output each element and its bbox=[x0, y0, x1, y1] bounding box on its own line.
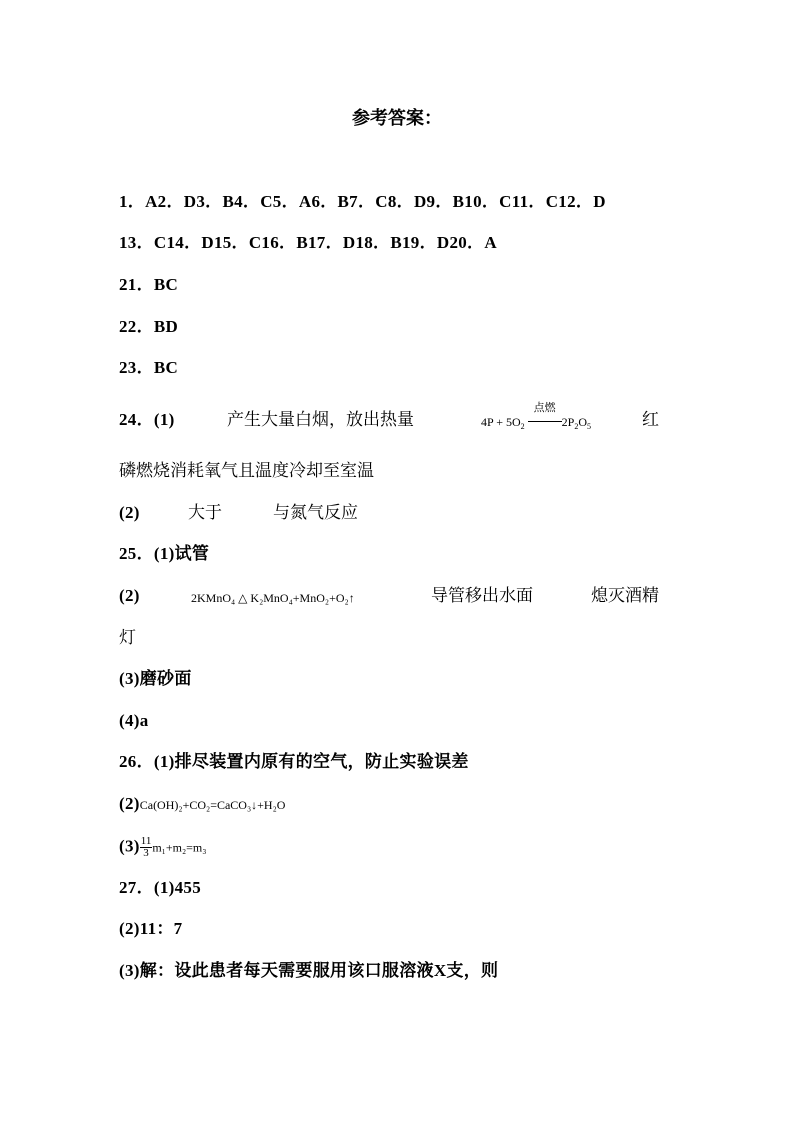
answer-24-1 bbox=[119, 402, 659, 431]
q24-trailing: 红 bbox=[642, 410, 659, 429]
q24-observation: 产生大量白烟，放出热量 bbox=[227, 410, 414, 429]
q24-eq-condition bbox=[528, 402, 562, 432]
answer-23: 23．BC bbox=[119, 358, 179, 377]
q24-eq-sub1: 2 bbox=[520, 422, 525, 431]
answer-25-1: 25．(1)试管 bbox=[119, 544, 210, 563]
q25-2-label: (2) bbox=[119, 586, 140, 605]
q24-2-a: 大于 bbox=[188, 503, 222, 522]
answer-27-1: 27．(1)455 bbox=[119, 878, 202, 897]
q25-2-b: 熄灭酒精 bbox=[591, 586, 659, 605]
answer-26-2 bbox=[119, 794, 285, 815]
q25-2-a: 导管移出水面 bbox=[431, 586, 533, 605]
q24-eq-left: 4P + 5O bbox=[481, 415, 521, 429]
q24-eq-right: 2P bbox=[561, 415, 575, 429]
q24-eq-cond-text: 点燃 bbox=[533, 402, 556, 414]
page-title: 参考答案： bbox=[352, 108, 442, 128]
q24-label: 24．(1) bbox=[119, 410, 175, 429]
answer-24-2 bbox=[119, 503, 358, 523]
answers-13-20: 13．C14．D15．C16．B17．D18．B19．D20．A bbox=[119, 233, 497, 252]
answer-25-4: (4)a bbox=[119, 711, 149, 730]
q26-3-fraction bbox=[140, 836, 153, 859]
q26-2-label: (2) bbox=[119, 794, 140, 813]
answer-21: 21．BC bbox=[119, 275, 179, 294]
answer-24-cont: 磷燃烧消耗氧气且温度冷却至室温 bbox=[119, 461, 374, 480]
q26-3-denominator: 3 bbox=[143, 847, 149, 859]
q24-eq-sub2: 2 bbox=[574, 422, 579, 431]
answer-25-3: (3)磨砂面 bbox=[119, 669, 192, 688]
q24-equation bbox=[481, 402, 592, 437]
q26-3-equation: m₁+m₂=m₃ bbox=[152, 840, 207, 855]
answer-27-2: (2)11：7 bbox=[119, 919, 183, 938]
q26-3-label: (3) bbox=[119, 836, 140, 856]
answer-26-3 bbox=[119, 836, 206, 859]
answer-26-1: 26．(1)排尽装置内原有的空气，防止实验误差 bbox=[119, 752, 469, 771]
q24-2-label: (2) bbox=[119, 503, 140, 522]
answer-27-3: (3)解：设此患者每天需要服用该口服溶液X支，则 bbox=[119, 961, 499, 980]
q24-2-b: 与氮气反应 bbox=[273, 503, 358, 522]
q24-eq-sub3: 5 bbox=[587, 422, 592, 431]
q24-eq-o: O bbox=[578, 415, 588, 429]
answer-25-2 bbox=[119, 586, 659, 606]
q26-2-equation: Ca(OH)₂+CO₂=CaCO₃↓+H₂O bbox=[139, 798, 286, 812]
q25-2-equation: 2KMnO₄ △ K₂MnO₄+MnO₂+O₂↑ bbox=[191, 591, 355, 605]
answers-1-12: 1．A2．D3．B4．C5．A6．B7．C8．D9．B10．C11．C12．D bbox=[119, 192, 606, 211]
answer-22: 22．BD bbox=[119, 317, 179, 336]
answer-25-2-cont: 灯 bbox=[119, 628, 136, 647]
q26-3-numerator: 11 bbox=[140, 835, 152, 847]
